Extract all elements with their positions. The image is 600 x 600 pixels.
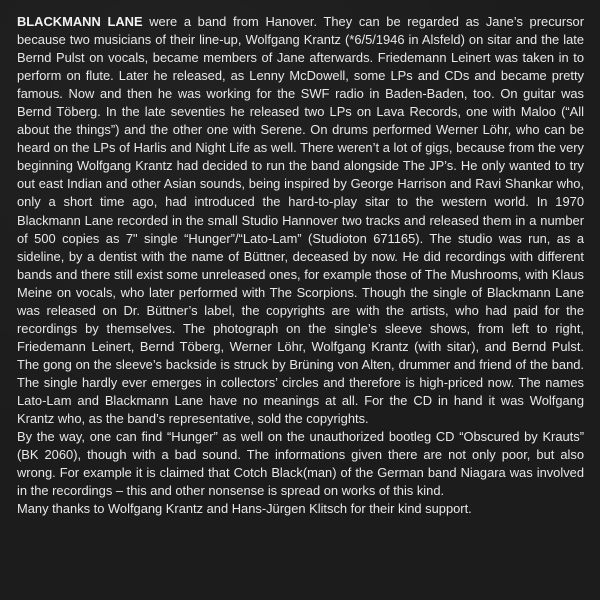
paragraph-bootleg-note: By the way, one can find “Hunger” as well on the unauthorized bootleg CD “Obscured by Krauts” (BK 2060), though with a bad sound. The informations given there are not only poor, but also wrong. For example it is claimed that Cotch Black(man) of the German band Niagara was involved in the recordings – this and other nonsense is spread on works of this kind.	[17, 429, 584, 499]
paragraph-band-history	[17, 13, 584, 428]
band-name-heading: BLACKMANN LANE	[17, 14, 143, 29]
band-history-text: were a band from Hanover. They can be regarded as Jane’s precursor because two musicians of their line-up, Wolfgang Krantz (*6/5/1946 in Alsfeld) on sitar and the late Bernd Pulst on vocals, became members of Jane afterwards. Friedemann Leinert was taken in to perform on flute. Later he released, as Lenny McDowell, some LPs and CDs and became pretty famous. Now and then he was working for the SWF radio in Baden-Baden, too. On guitar was Bernd Töberg. In the late seventies he released two LPs on Lava Records, one with Maloo (“All about the things”) and the other one with Serene. On drums performed Werner Löhr, who can be heard on the LPs of Harlis and Night Life as well. There weren’t a lot of gigs, because from the very beginning Wolfgang Krantz had decided to run the band alongside The JP’s. He only wanted to try out east Indian and other Asian sounds, being inspired by George Harrison and Ravi Shankar who, only a short time ago, had introduced the hard-to-play sitar to the western world. In 1970 Blackmann Lane recorded in the small Studio Hannover two tracks and released them in a number of 500 copies as 7" single “Hunger”/“Lato-Lam” (Studioton 671165). The studio was run, as a sideline, by a dentist with the name of Büttner, deceased by now. He did recordings with different bands and there still exist some unreleased ones, for example those of The Mushrooms, with Klaus Meine on vocals, who later performed with The Scorpions. Though the single of Blackmann Lane was released on Dr. Büttner’s label, the copyrights are with the artists, who had paid for the recordings by themselves. The photograph on the single’s sleeve shows, from left to right, Friedemann Leinert, Bernd Töberg, Werner Löhr, Wolfgang Krantz (with sitar), and Bernd Pulst. The gong on the sleeve’s backside is struck by Brüning von Alten, drummer and friend of the band. The single hardly ever emerges in collectors’ circles and therefore is high-priced now. The names Lato-Lam and Blackmann Lane have no meanings at all. For the CD in hand it was Wolfgang Krantz who, as the band’s representative, sold the copyrights.	[17, 14, 585, 427]
liner-notes-text	[17, 13, 584, 518]
paragraph-thanks: Many thanks to Wolfgang Krantz and Hans-Jürgen Klitsch for their kind support.	[17, 501, 472, 517]
